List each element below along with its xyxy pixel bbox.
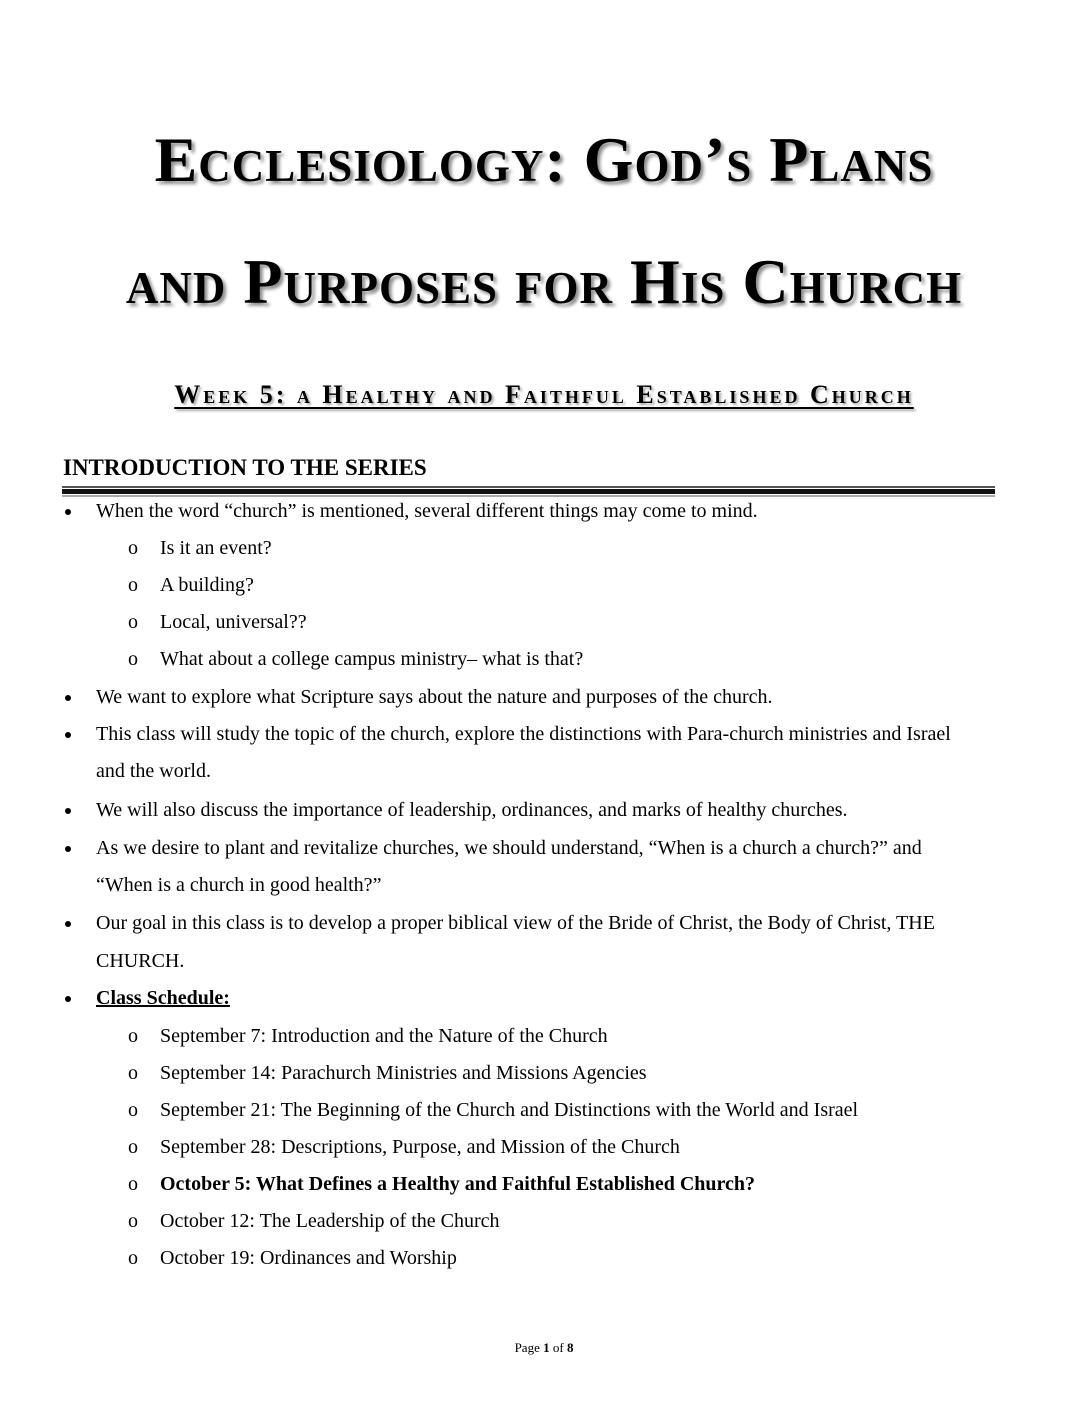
list-item — [96, 980, 230, 1017]
class-schedule-label: Class Schedule: — [96, 987, 230, 1009]
footer-page-label: Page — [514, 1340, 540, 1355]
sub-list-item: September 28: Descriptions, Purpose, and Mission of the Church — [160, 1136, 680, 1158]
list-item-continuation: CHURCH. — [96, 950, 185, 972]
list-item: We will also discuss the importance of leadership, ordinances, and marks of healthy churches. — [96, 799, 848, 821]
sub-list-item: What about a college campus ministry– what is that? — [160, 648, 584, 670]
sub-bullet-marker: o — [128, 1210, 138, 1232]
list-item: Our goal in this class is to develop a proper biblical view of the Bride of Christ, the Body of Christ, THE — [96, 912, 935, 934]
footer-page-number: 1 — [543, 1340, 550, 1355]
list-item: When the word “church” is mentioned, several different things may come to mind. — [96, 500, 758, 522]
sub-list-item: September 21: The Beginning of the Church and Distinctions with the World and Israel — [160, 1099, 859, 1121]
footer-of-label: of — [552, 1340, 564, 1355]
sub-list-item: October 12: The Leadership of the Church — [160, 1210, 500, 1232]
section-heading: INTRODUCTION TO THE SERIES — [63, 455, 427, 480]
list-item-continuation: “When is a church in good health?” — [96, 874, 382, 896]
document-title-line-1: Ecclesiology: God’s Plans — [154, 124, 934, 195]
sub-bullet-marker: o — [128, 574, 138, 596]
sub-list-item: September 14: Parachurch Ministries and Missions Agencies — [160, 1062, 647, 1084]
bullet-icon — [65, 732, 71, 738]
bullet-icon — [65, 921, 71, 927]
bullet-icon — [65, 509, 71, 515]
sub-list-item: October 19: Ordinances and Worship — [160, 1247, 457, 1269]
document-title-line-2: and Purposes for His Church — [125, 246, 963, 317]
list-item: This class will study the topic of the church, explore the distinctions with Para-church ministries and Israel — [96, 723, 951, 745]
sub-bullet-marker: o — [128, 1173, 138, 1195]
page-footer — [0, 1340, 1088, 1356]
sub-list-item: Is it an event? — [160, 537, 272, 559]
sub-list-item: October 5: What Defines a Healthy and Faithful Established Church? — [160, 1173, 756, 1195]
sub-bullet-marker: o — [128, 1062, 138, 1084]
footer-page-total: 8 — [566, 1340, 574, 1355]
bullet-icon — [65, 846, 71, 852]
sub-bullet-marker: o — [128, 1025, 138, 1047]
list-item: As we desire to plant and revitalize churches, we should understand, “When is a church a church?” and — [96, 837, 922, 859]
week-heading: Week 5: a Healthy and Faithful Established Church — [174, 380, 914, 409]
sub-bullet-marker: o — [128, 537, 138, 559]
bullet-icon — [65, 996, 71, 1002]
sub-bullet-marker: o — [128, 1247, 138, 1269]
sub-bullet-marker: o — [128, 648, 138, 670]
list-item-continuation: and the world. — [96, 760, 211, 782]
sub-list-item: September 7: Introduction and the Nature of the Church — [160, 1025, 608, 1047]
sub-bullet-marker: o — [128, 1099, 138, 1121]
sub-bullet-marker: o — [128, 1136, 138, 1158]
sub-list-item: Local, universal?? — [160, 611, 307, 633]
list-item: We want to explore what Scripture says about the nature and purposes of the church. — [96, 686, 773, 708]
bullet-icon — [65, 808, 71, 814]
bullet-icon — [65, 695, 71, 701]
sub-list-item: A building? — [160, 574, 254, 596]
sub-bullet-marker: o — [128, 611, 138, 633]
